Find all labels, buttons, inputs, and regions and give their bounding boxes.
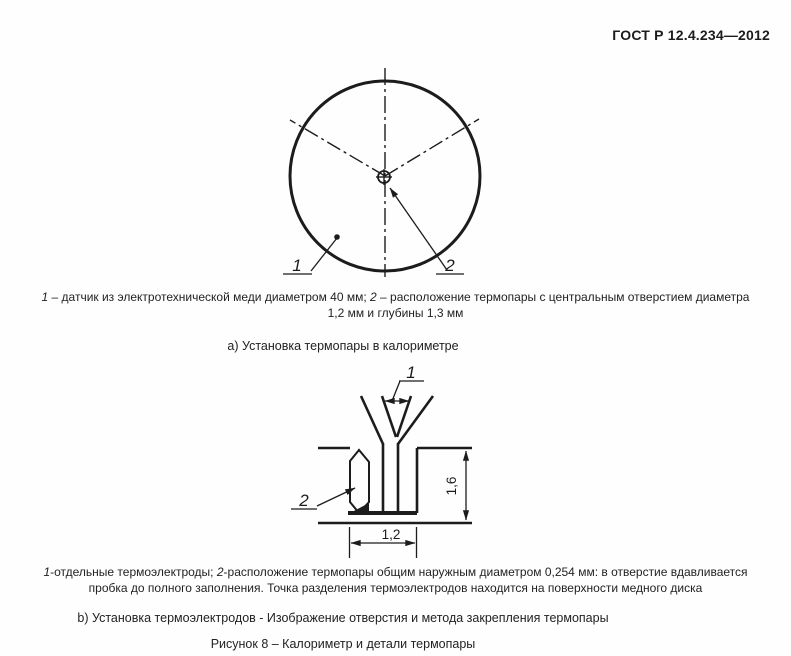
figure-b-footnote [0, 565, 791, 596]
figure-a-footnote [0, 290, 791, 321]
figure-b-footnote-ref2: 2 [216, 565, 224, 579]
figure-a-footnote-text2: – расположение термопары с центральным отверстием диаметра [376, 290, 750, 304]
callout-2-leader [390, 188, 447, 270]
figure-b-caption: b) Установка термоэлектродов - Изображение отверстия и метода закрепления термопары [77, 611, 609, 625]
disc-diagonal-centerline-right [385, 119, 479, 176]
callout-1-dot [334, 234, 340, 240]
figure-a-footnote-line2: 1,2 мм и глубины 1,3 мм [327, 305, 464, 320]
figure-number-caption: Рисунок 8 – Калориметр и детали термопары [210, 637, 476, 651]
dim-depth-value: 1,6 [444, 476, 459, 496]
figure-b-callout-1-leader [392, 381, 400, 401]
electrode-left-outer-edge [361, 396, 383, 444]
electrode-left-inner-edge [382, 396, 396, 437]
figure-a-caption: а) Установка термопары в калориметре [227, 339, 459, 353]
figure-a-callout-2-label: 2 [445, 256, 455, 275]
figure-a-callout-1-label: 1 [292, 256, 302, 275]
figure-b-callout-2-label: 2 [299, 491, 309, 510]
figure-a-footnote-ref1: 1 [41, 290, 49, 304]
figure-a-group [283, 68, 480, 277]
plug-outline [350, 450, 369, 513]
standard-number: ГОСТ Р 12.4.234—2012 [612, 27, 770, 43]
figure-a-footnote-text1: – датчик из электротехнической меди диаметром 40 мм; [48, 290, 371, 304]
figure-b-footnote-text1: -отдельные термоэлектроды; [50, 565, 217, 579]
figure-b-footnote-line1 [0, 565, 791, 581]
figure-b-callout-1-label: 1 [406, 363, 416, 382]
figure-a-footnote-line1 [0, 290, 791, 306]
figure-a-footnote-ref2: 2 [370, 290, 377, 304]
figure-b-footnote-ref1: 1 [43, 565, 51, 579]
figure-b-footnote-line2: пробка до полного заполнения. Точка разделения термоэлектродов находится на поверхности медного диска [88, 580, 703, 595]
figure-b-footnote-text2: -расположение термопары общим наружным диаметром 0,254 мм: в отверстие вдавливается [223, 565, 748, 579]
dim-width-value: 1,2 [381, 527, 401, 542]
